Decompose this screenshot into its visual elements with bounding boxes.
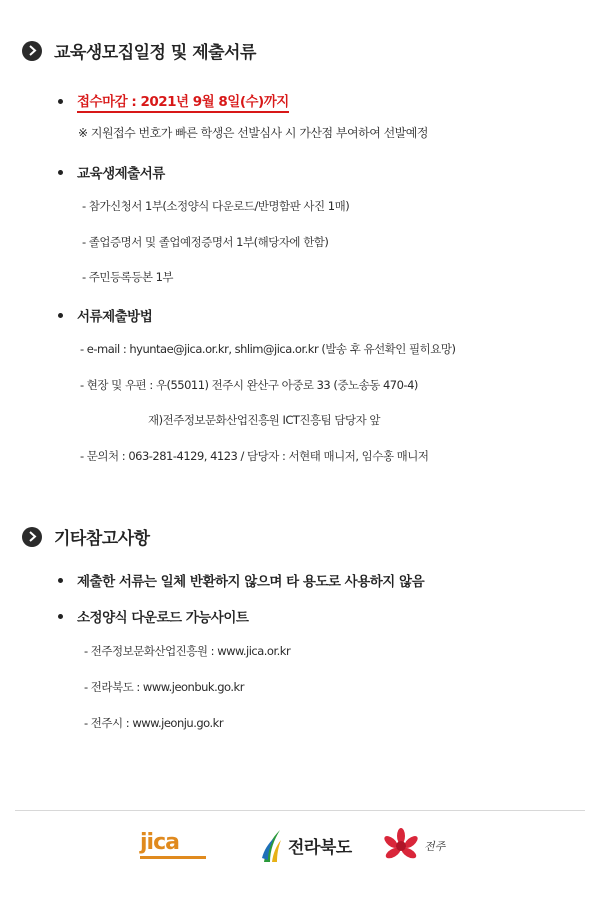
visit-line: - 현장 및 우편 : 우(55011) 전주시 완산구 아중로 33 (중노송동 470-4) [80, 378, 418, 392]
site-item-jeonbuk: - 전라북도 : www.jeonbuk.go.kr [84, 680, 244, 694]
chevron-right-icon [22, 527, 42, 547]
deadline-text: 접수마감 : 2021년 9월 8일(수)까지 [77, 90, 289, 113]
doc-item: - 졸업증명서 및 졸업예정증명서 1부(해당자에 한함) [82, 235, 329, 249]
notes-item [58, 570, 424, 590]
download-sites-heading: 소정양식 다운로드 가능사이트 [77, 610, 249, 626]
selection-note: ※ 지원접수 번호가 빠른 학생은 선발심사 시 가산점 부여하여 선발예정 [78, 126, 428, 140]
visit-line-recipient: 재)전주정보문화산업진흥원 ICT진흥팀 담당자 앞 [148, 413, 380, 427]
jeonbuk-logo-text: 전라북도 [288, 837, 352, 858]
site-item-jeonju: - 전주시 : www.jeonju.go.kr [84, 716, 224, 730]
footer-divider [15, 810, 585, 811]
jica-logo-bar [140, 856, 206, 859]
jeonju-logo [382, 828, 445, 864]
docs-heading-item [58, 162, 165, 182]
docs-heading: 교육생제출서류 [77, 166, 165, 182]
download-sites-item [58, 606, 248, 626]
method-heading: 서류제출방법 [77, 309, 153, 325]
jica-logo-text: jica [140, 830, 179, 855]
section-heading-schedule [22, 38, 256, 63]
contact-line: - 문의처 : 063-281-4129, 4123 / 담당자 : 서현태 매니저, 임수홍 매니저 [80, 449, 429, 463]
bullet-dot [58, 578, 63, 583]
notes-text: 제출한 서류는 일체 반환하지 않으며 타 용도로 사용하지 않음 [77, 574, 425, 590]
section-title: 교육생모집일정 및 제출서류 [54, 43, 256, 63]
chevron-right-icon [22, 41, 42, 61]
site-item-jica: - 전주정보문화산업진흥원 : www.jica.or.kr [84, 644, 291, 658]
bullet-dot [58, 170, 63, 175]
bullet-dot [58, 99, 63, 104]
method-heading-item [58, 305, 152, 325]
doc-item: - 참가신청서 1부(소정양식 다운로드/반명함판 사진 1매) [82, 199, 350, 213]
doc-item: - 주민등록등본 1부 [82, 270, 174, 284]
jeonju-flower-icon [382, 828, 420, 864]
section-heading-notes [22, 524, 150, 549]
jeonbuk-logo [260, 828, 352, 862]
jeonju-logo-text: 전주 [424, 840, 446, 853]
deadline-item [58, 90, 289, 113]
bullet-dot [58, 614, 63, 619]
bullet-dot [58, 313, 63, 318]
jeonbuk-emblem-icon [260, 828, 282, 862]
jica-logo [140, 830, 206, 859]
email-line: - e-mail : hyuntae@jica.or.kr, shlim@jica.or.kr (발송 후 유선확인 필히요망) [80, 342, 456, 356]
section-title: 기타참고사항 [54, 529, 150, 549]
